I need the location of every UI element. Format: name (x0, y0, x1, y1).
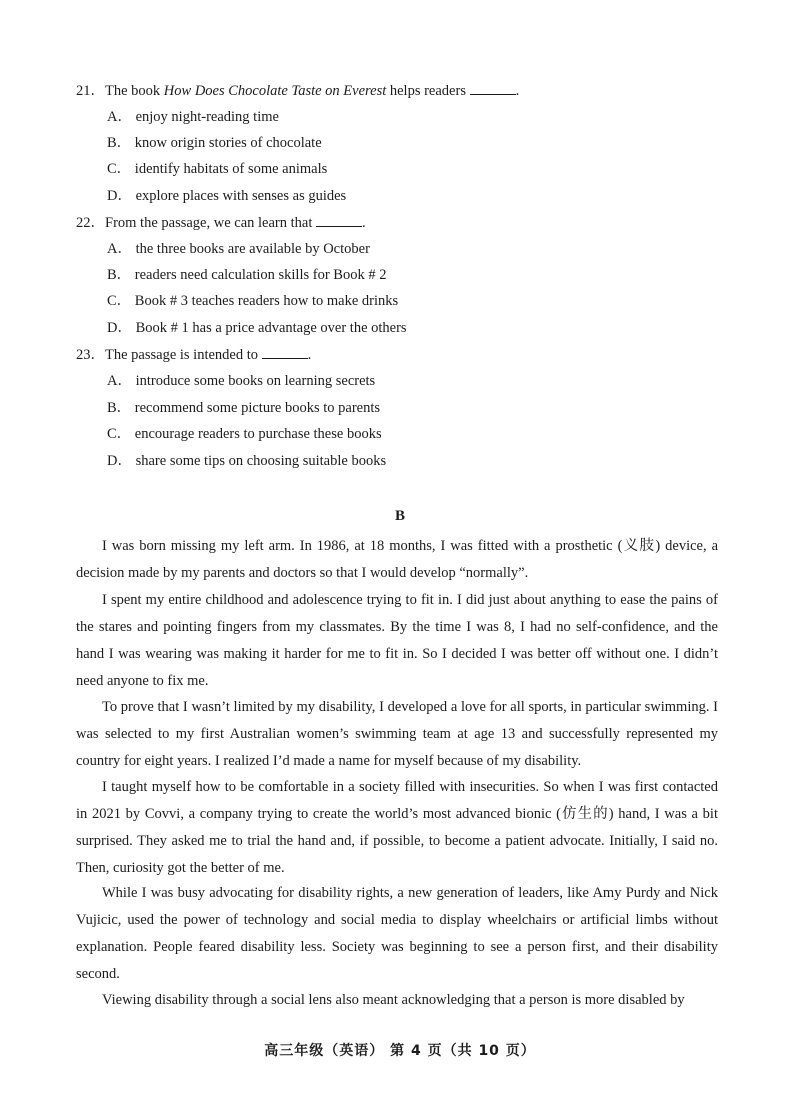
question-stem: From the passage, we can learn that (105, 215, 316, 231)
question-21 (76, 80, 519, 101)
option-22-b: B． readers need calculation skills for Book # 2 (107, 267, 387, 283)
option-21-b: B． know origin stories of chocolate (107, 135, 322, 151)
question-number: 23． (76, 347, 105, 363)
passage-paragraph-5: While I was busy advocating for disability rights, a new generation of leaders, like Amy Purdy and Nick Vujicic, used the power of technology and social media to display wheelchairs or artificial limbs without explanation. People feared disability less. Society was beginning to see a person first, and their disability second. (76, 885, 718, 982)
question-23 (76, 344, 311, 365)
answer-blank (470, 80, 516, 95)
passage-paragraph-6: Viewing disability through a social lens also meant acknowledging that a person is more disabled by (102, 992, 685, 1008)
option-23-a: A． introduce some books on learning secrets (107, 373, 376, 389)
answer-blank (316, 212, 362, 227)
option-21-c: C． identify habitats of some animals (107, 161, 328, 177)
question-number: 22． (76, 215, 105, 231)
section-title: B (394, 508, 405, 524)
option-21-d: D． explore places with senses as guides (107, 188, 347, 204)
option-21-a: A． enjoy night-reading time (107, 109, 279, 125)
answer-blank (262, 344, 308, 359)
passage-paragraph-4: I taught myself how to be comfortable in a society filled with insecurities. So when I was first contacted in 2021 by Covvi, a company trying to create the world’s most advanced bionic (仿生的) hand, I was a bit surprised. They asked me to trial the hand and, if possible, to become a patient advocate. Initially, I said no. Then, curiosity got the better of me. (76, 779, 718, 876)
question-stem-end: . (361, 215, 366, 231)
option-22-c: C． Book # 3 teaches readers how to make drinks (107, 293, 399, 309)
question-stem-end: . (307, 347, 312, 363)
passage-paragraph-2: I spent my entire childhood and adolescence trying to fit in. I did just about anything to ease the pains of the stares and pointing fingers from my classmates. By the time I was 8, I had no self-confidence, and the hand I was wearing was making it harder for me to fit in. So I decided I was better off without one. I didn’t need anyone to fix me. (76, 592, 718, 689)
option-23-d: D． share some tips on choosing suitable books (107, 453, 387, 469)
passage-paragraph-3: To prove that I wasn’t limited by my disability, I developed a love for all sports, in particular swimming. I was selected to my first Australian women’s swimming team at age 13 and successfully represented my country for eight years. I realized I’d made a name for myself because of my disability. (76, 699, 718, 769)
question-stem-continued: helps readers (386, 83, 470, 99)
option-22-a: A． the three books are available by October (107, 241, 370, 257)
passage-paragraph-1: I was born missing my left arm. In 1986, at 18 months, I was fitted with a prosthetic (义肢) device, a decision made by my parents and doctors so that I would develop “normally”. (76, 538, 718, 581)
question-stem-end: . (515, 83, 520, 99)
page-footer: 高三年级（英语） 第 4 页（共 10 页） (264, 1043, 536, 1059)
question-22 (76, 212, 366, 233)
question-number: 21． (76, 83, 105, 99)
option-23-b: B． recommend some picture books to parents (107, 400, 381, 416)
book-title: How Does Chocolate Taste on Everest (163, 83, 387, 99)
option-22-d: D． Book # 1 has a price advantage over the others (107, 320, 407, 336)
question-stem: The passage is intended to (105, 347, 262, 363)
option-23-c: C． encourage readers to purchase these books (107, 426, 382, 442)
question-stem: The book (105, 83, 164, 99)
